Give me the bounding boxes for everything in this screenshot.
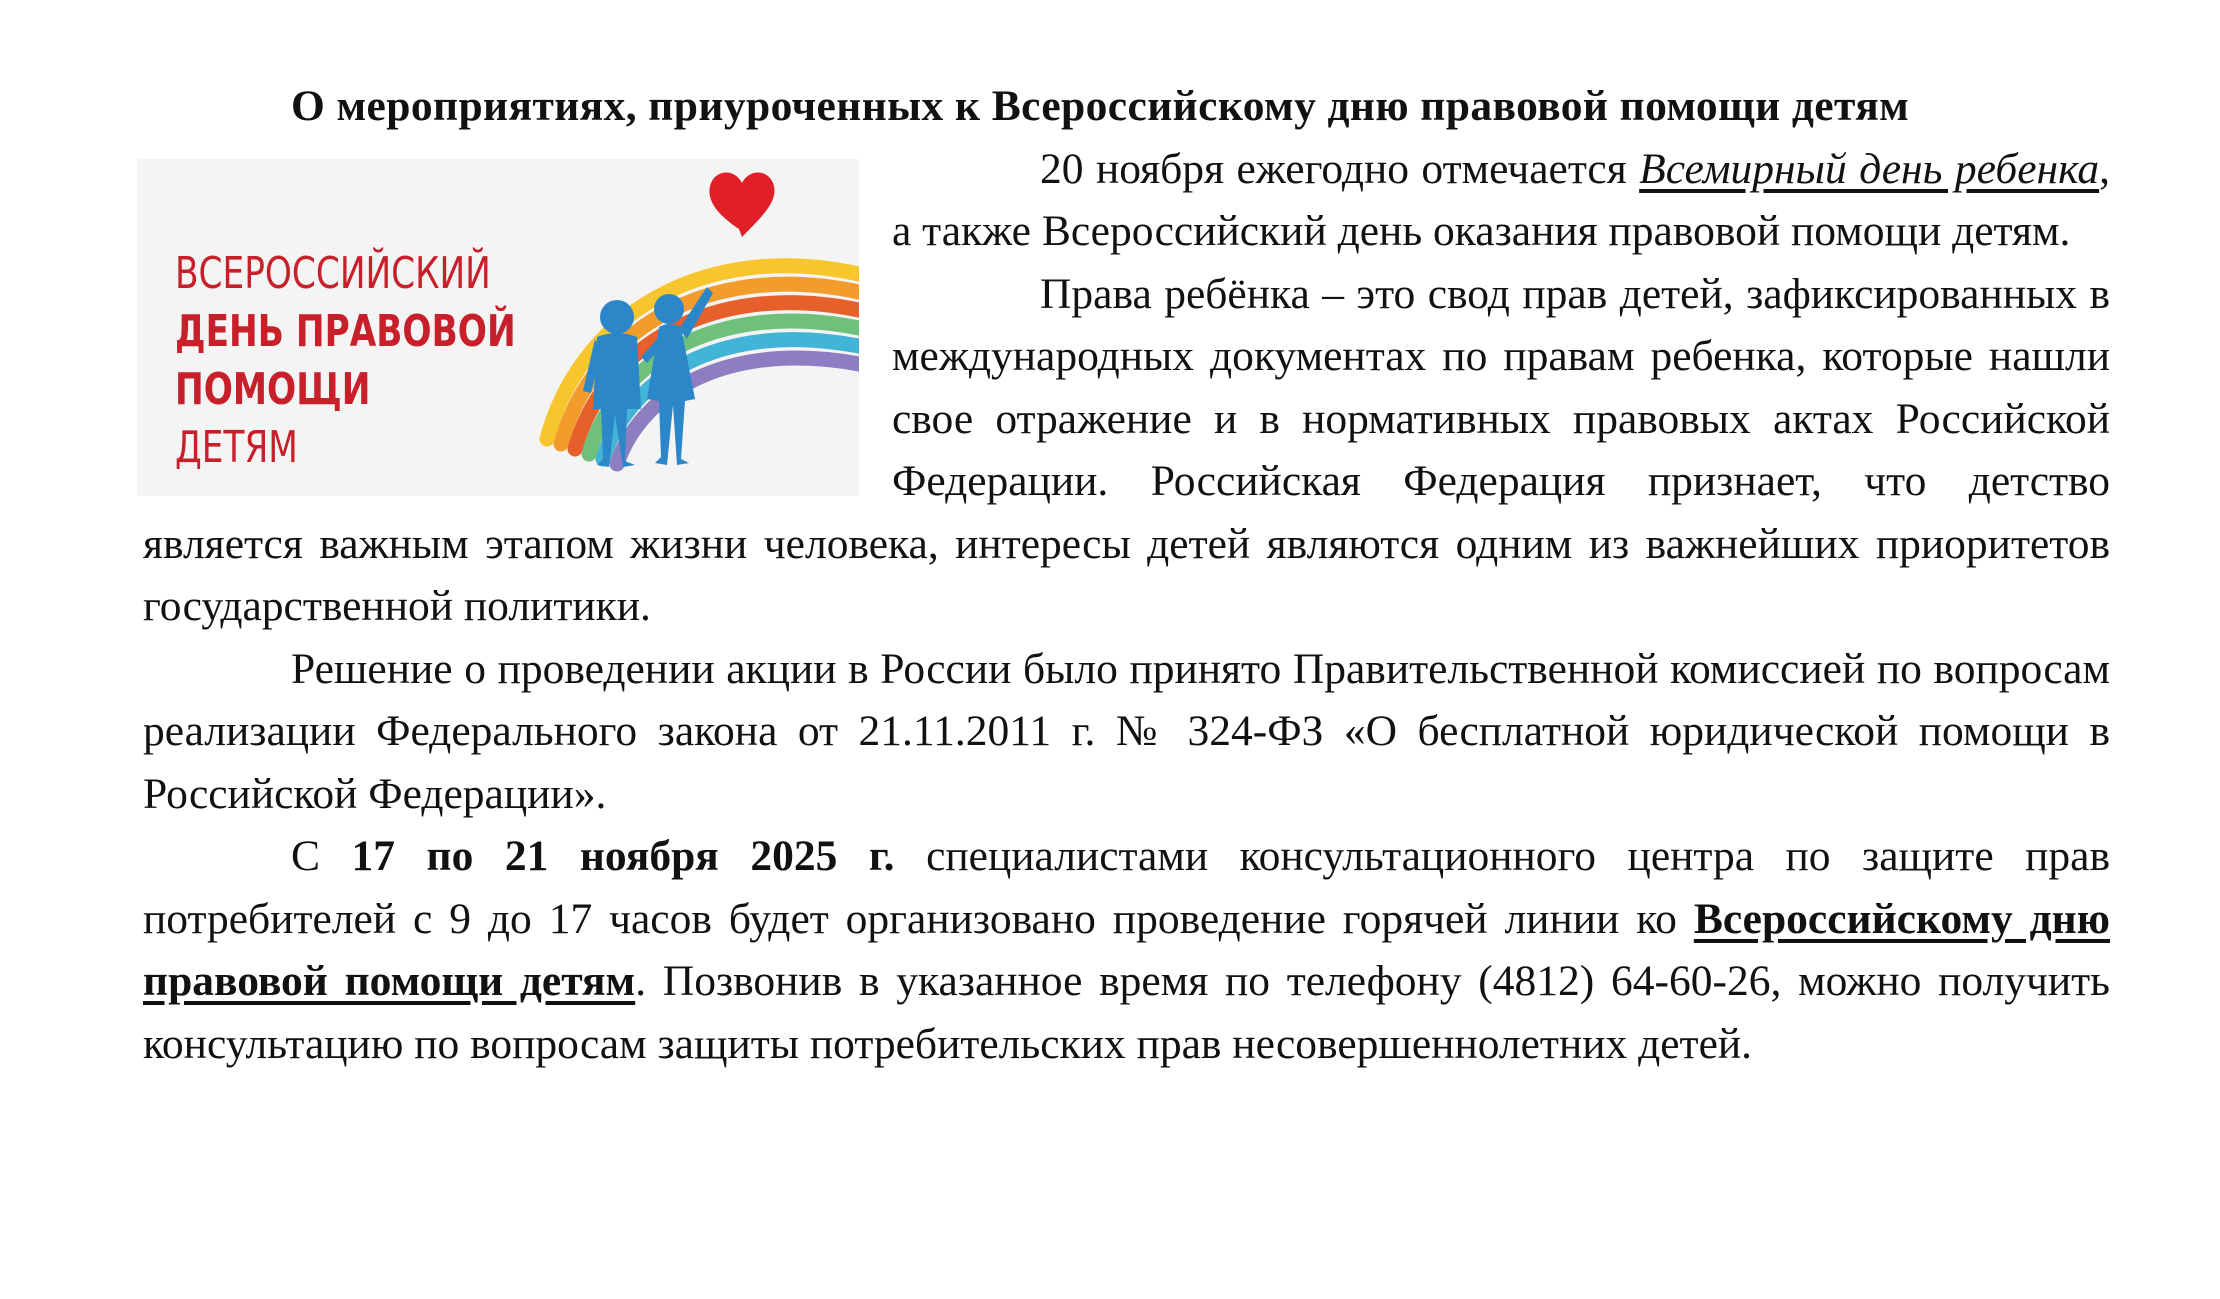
banner-line-3: ПОМОЩИ	[175, 363, 371, 415]
rainbow-children-heart-icon	[499, 159, 859, 496]
paragraph-4-mid: специалистами консультационного центра по защите прав потребителей с 9 до 17 часов будет организовано проведение горячей линии ко	[143, 832, 2110, 943]
paragraph-1-rest: , а также Всероссийский день оказания правовой помощи детям.	[892, 144, 2110, 255]
banner-line-2: ДЕНЬ ПРАВОВОЙ	[175, 305, 516, 357]
banner-line-4: ДЕТЯМ	[175, 421, 298, 473]
hotline-dates: 17 по 21 ноября 2025 г.	[351, 832, 895, 880]
document-title: О мероприятиях, приуроченных к Всероссийскому дню правовой помощи детям	[291, 82, 1910, 130]
paragraph-1-lead: 20 ноября ежегодно отмечается	[1040, 144, 1640, 193]
paragraph-4	[143, 825, 2110, 1075]
banner-line-1: ВСЕРОССИЙСКИЙ	[175, 247, 491, 299]
paragraph-4-end: . Позвонив в указанное время по телефону (4812) 64-60-26, можно получить консультацию по вопросам защиты потребительских прав несовершеннолетних детей.	[143, 957, 2110, 1068]
paragraph-2: Права ребёнка – это свод прав детей, зафиксированных в международных документах по правам ребенка, которые нашли свое отражение и в нормативных правовых актах Российской Федерации. Российская Федерация признает, что детство является важным этапом жизни человека, интересы детей являются одним из важнейших приоритетов государственной политики.	[143, 269, 2110, 630]
document	[143, 55, 2110, 1075]
event-banner-image	[137, 159, 859, 496]
world-childrens-day-link[interactable]: Всемирный день ребенка	[1639, 144, 2100, 193]
banner-text	[175, 245, 516, 477]
event-name: Всероссийскому дню правовой помощи детям	[143, 894, 2110, 1005]
paragraph-3: Решение о проведении акции в России было принято Правительственной комиссией по вопросам реализации Федерального закона от 21.11.2011 г. № 324-ФЗ «О бесплатной юридической помощи в Российской Федерации».	[143, 644, 2110, 818]
paragraph-4-prefix: С	[291, 832, 352, 880]
